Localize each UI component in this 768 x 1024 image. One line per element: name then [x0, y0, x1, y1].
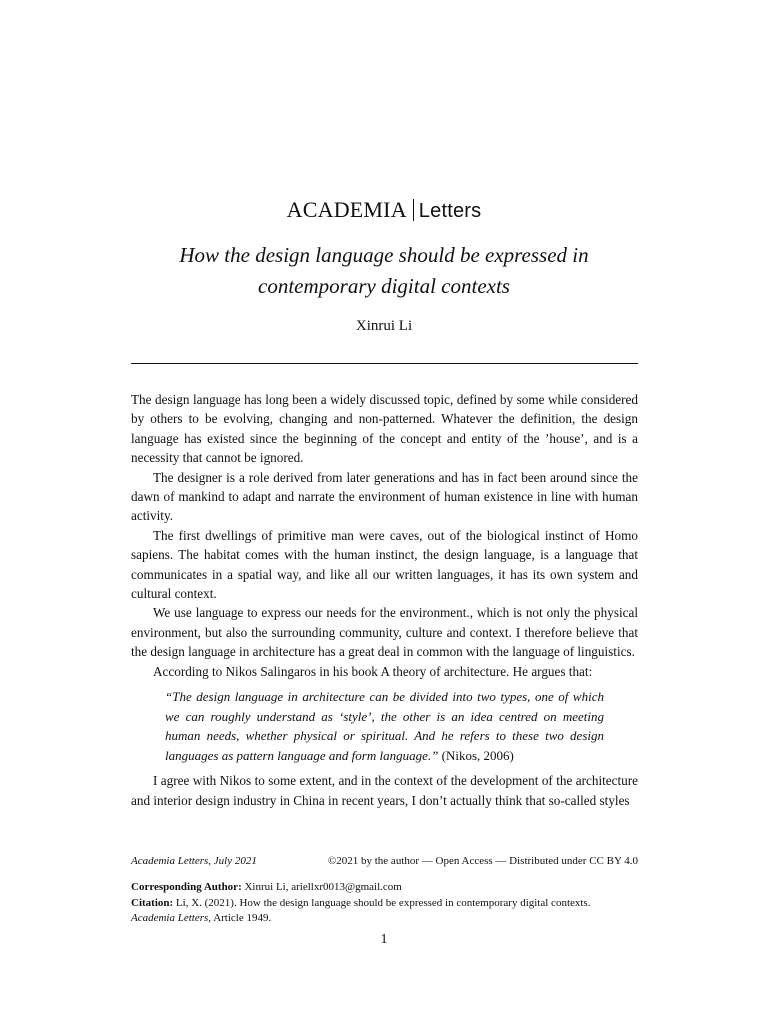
- page-number: 1: [380, 932, 388, 947]
- paper-title: [134, 240, 634, 302]
- corresponding-value: Xinrui Li, ariellxr0013@gmail.com: [241, 881, 402, 893]
- paragraph: I agree with Nikos to some extent, and in the context of the development of the architecture and interior design industry in China in recent years, I don’t actually think that so-called styles: [131, 773, 638, 808]
- header-rule: [131, 363, 638, 364]
- paragraph: The design language has long been a widely discussed topic, defined by some while considered by others to be evolving, changing and non-patterned. Whatever the definition, the design language has existed since the beginning of the concept and entity of the ’house’, and is a necessity that cannot be ignored.: [131, 392, 638, 466]
- paragraph: We use language to express our needs for the environment., which is not only the physical environment, but also the surrounding community, culture and context. I therefore believe that the design language in architecture has a great deal in common with the language of linguistics.: [131, 605, 638, 660]
- citation-line: [131, 896, 638, 912]
- footer-citation-block: [131, 880, 638, 927]
- citation-journal-line: [131, 911, 638, 927]
- corresponding-label: Corresponding Author:: [131, 881, 242, 893]
- masthead-sub: Letters: [418, 200, 482, 222]
- masthead-divider: [413, 199, 414, 221]
- paragraph: The designer is a role derived from later generations and has in fact been around since the dawn of mankind to adapt and narrate the environment of human existence in line with human activity.: [131, 469, 638, 524]
- author-name: Xinrui Li: [355, 318, 413, 334]
- quote-citation: (Nikos, 2006): [438, 747, 514, 763]
- footer-line: [131, 855, 638, 867]
- citation-journal: Academia Letters: [131, 912, 209, 924]
- title-line-2: contemporary digital contexts: [258, 274, 510, 298]
- corresponding-author: [131, 880, 638, 896]
- journal-masthead: [0, 197, 768, 223]
- masthead-brand: ACADEMIA: [286, 197, 407, 222]
- citation-article: , Article 1949.: [208, 912, 272, 924]
- title-line-1: How the design language should be expressed in: [179, 243, 589, 267]
- quote-text: “The design language in architecture can be divided into two types, one of which we can roughly understand as ‘style’, the other is an idea centred on meeting human needs, whether physical or spiritual. And he refers to these two design languages as pattern language and form language.”: [165, 689, 604, 763]
- license-notice: ©2021 by the author — Open Access — Distributed under CC BY 4.0: [327, 855, 638, 867]
- citation-label: Citation:: [131, 896, 174, 909]
- paragraph: The first dwellings of primitive man were caves, out of the biological instinct of Homo sapiens. The habitat comes with the human instinct, the design language, is a language that communicates in a spatial way, and like all our written languages, it has its own system and cultural context.: [131, 527, 638, 602]
- citation-value: Li, X. (2021). How the design language should be expressed in contemporary digital contexts.: [173, 896, 591, 909]
- block-quote: [165, 687, 604, 765]
- paragraph: According to Nikos Salingaros in his book A theory of architecture. He argues that:: [153, 663, 593, 679]
- journal-date: Academia Letters, July 2021: [131, 855, 257, 867]
- article-body: [131, 390, 638, 810]
